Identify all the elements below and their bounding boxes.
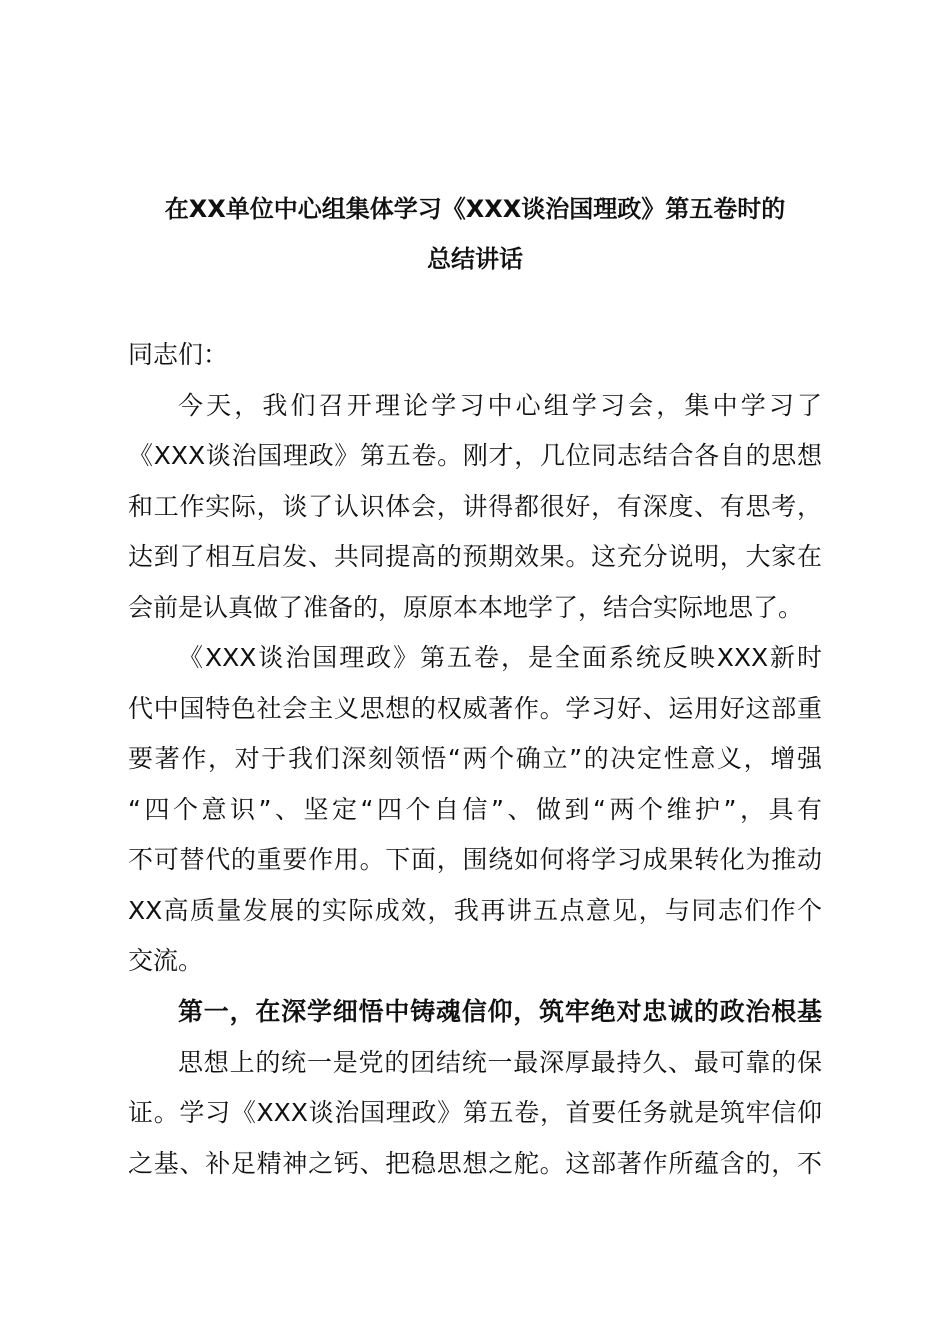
paragraph-2-line: “四个意识”、坚定“四个自信”、做到“两个维护”，具有 [128,795,822,824]
paragraph-3-line: 思想上的统一是党的团结统一最深厚最持久、最可靠的保 [178,1048,822,1077]
paragraph-1-line: 《XXX谈治国理政》第五卷。刚才，几位同志结合各自的思想 [128,441,822,470]
paragraph-2-line: 交流。 [128,946,204,975]
paragraph-2-line: 不可替代的重要作用。下面，围绕如何将学习成果转化为推动 [128,845,822,874]
section-1-heading: 第一，在深学细悟中铸魂信仰，筑牢绝对忠诚的政治根基 [178,997,822,1026]
paragraph-2-line: 代中国特色社会主义思想的权威著作。学习好、运用好这部重 [128,694,822,723]
paragraph-1-line: 和工作实际，谈了认识体会，讲得都很好，有深度、有思考， [128,492,822,521]
document-title-line-2: 总结讲话 [427,245,523,273]
paragraph-1-line: 今天，我们召开理论学习中心组学习会，集中学习了 [178,391,822,420]
paragraph-1-line: 达到了相互启发、共同提高的预期效果。这充分说明，大家在 [128,542,822,571]
salutation: 同志们： [128,340,229,369]
paragraph-3-line: 证。学习《XXX谈治国理政》第五卷，首要任务就是筑牢信仰 [128,1098,822,1127]
paragraph-2-line: 《XXX谈治国理政》第五卷，是全面系统反映XXX新时 [178,643,822,672]
paragraph-1-line: 会前是认真做了准备的，原原本本地学了，结合实际地思了。 [128,593,804,622]
paragraph-2-line: XX高质量发展的实际成效，我再讲五点意见，与同志们作个 [128,896,822,925]
paragraph-3-line: 之基、补足精神之钙、把稳思想之舵。这部著作所蕴含的，不 [128,1149,822,1178]
paragraph-2-line: 要著作，对于我们深刻领悟“两个确立”的决定性意义，增强 [128,744,822,773]
document-title-line-1: 在XX单位中心组集体学习《XXX谈治国理政》第五卷时的 [164,195,786,223]
